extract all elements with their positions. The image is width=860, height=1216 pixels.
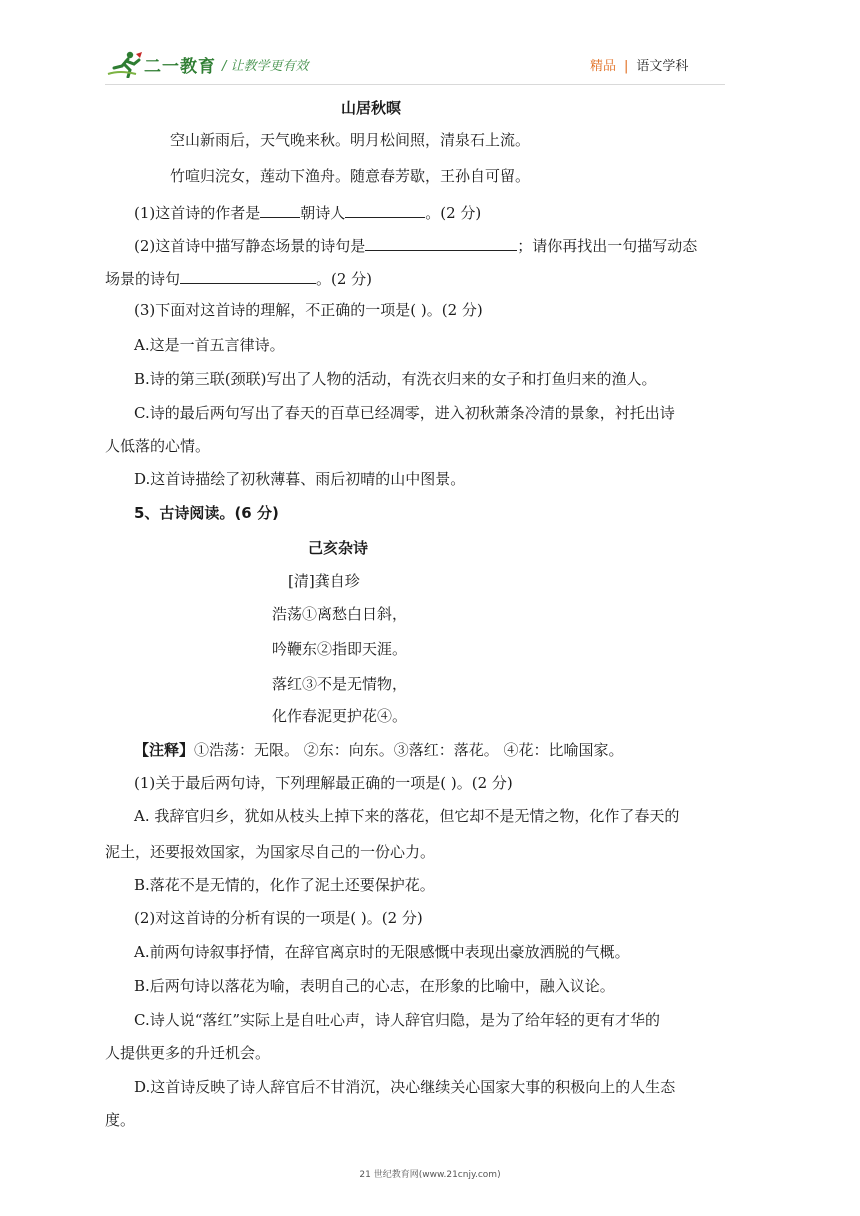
q1-option-c-line2: 人低落的心情。 <box>105 437 211 455</box>
q1-option-a: A.这是一首五言律诗。 <box>134 336 285 354</box>
page-header <box>0 0 860 90</box>
s5-q2-option-d-line2: 度。 <box>105 1111 136 1129</box>
q1-part2-text-c: 场景的诗句 <box>105 270 181 288</box>
poem1-line1: 空山新雨后，天气晚来秋。明月松间照，清泉石上流。 <box>170 131 531 149</box>
q1-part2-text-d: 。(2 分) <box>316 270 373 288</box>
header-separator: | <box>624 59 629 74</box>
s5-q2-option-b: B.后两句诗以落花为喻，表明自己的心志，在形象的比喻中，融入议论。 <box>134 977 615 995</box>
s5-q1-option-a-line2: 泥土，还要报效国家，为国家尽自己的一份心力。 <box>105 843 436 861</box>
logo-text: 二一教育 <box>144 57 216 77</box>
q1-option-d: D.这首诗描绘了初秋薄暮、雨后初晴的山中图景。 <box>134 470 466 488</box>
header-divider <box>105 84 725 85</box>
poem2-author: [清]龚自珍 <box>288 572 360 590</box>
q1-part1-text-c: 。(2 分) <box>425 204 482 222</box>
q1-part2-text-a: (2)这首诗中描写静态场景的诗句是 <box>134 237 366 255</box>
poem2-line-3: 落红③不是无情物， <box>272 675 408 693</box>
q1-part2-text-b: ；请你再找出一句描写动态 <box>517 237 698 255</box>
q1-part1-text-a: (1)这首诗的作者是 <box>134 204 261 222</box>
q1-part2-cont <box>105 267 372 289</box>
notes-text: ①浩荡：无限。 ②东：向东。③落红：落花。 ④花：比喻国家。 <box>194 741 624 759</box>
poem1-title: 山居秋暝 <box>341 99 402 117</box>
s5-q2-option-d-line1: D.这首诗反映了诗人辞官后不甘消沉，决心继续关心国家大事的积极向上的人生态 <box>134 1078 676 1096</box>
s5-q1-option-a-line1: A. 我辞官归乡，犹如从枝头上掉下来的落花，但它却不是无情之物，化作了春天的 <box>134 807 680 825</box>
poem2-notes <box>134 740 624 760</box>
logo-slogan: / 让教学更有效 <box>222 59 309 74</box>
section5-heading: 5、古诗阅读。(6 分) <box>134 504 279 522</box>
poem2-line-1: 浩荡①离愁白日斜， <box>272 605 408 623</box>
poem2-line-2: 吟鞭东②指即天涯。 <box>272 640 408 658</box>
q1-dynasty-blank[interactable] <box>260 201 300 218</box>
page-footer: 21 世纪教育网(www.21cnjy.com) <box>359 1170 501 1180</box>
header-jingpin: 精品 <box>590 59 617 74</box>
header-subject: 语文学科 <box>636 59 689 74</box>
q1-part2 <box>134 234 697 256</box>
s5-q2-option-c-line1: C.诗人说“落红”实际上是自吐心声，诗人辞官归隐，是为了给年轻的更有才华的 <box>134 1011 661 1029</box>
q1-option-c-line1: C.诗的最后两句写出了春天的百草已经凋零，进入初秋萧条冷清的景象，衬托出诗 <box>134 404 675 422</box>
q1-poet-blank[interactable] <box>345 201 425 218</box>
s5-q1: (1)关于最后两句诗，下列理解最正确的一项是( )。(2 分) <box>134 774 513 792</box>
notes-label: 【注释】 <box>134 741 195 759</box>
q1-part1 <box>134 201 481 223</box>
s5-q1-option-b: B.落花不是无情的，化作了泥土还要保护花。 <box>134 876 435 894</box>
q1-static-blank[interactable] <box>365 234 517 251</box>
runner-logo-icon <box>106 50 146 78</box>
header-right <box>590 55 688 74</box>
q1-option-b: B.诗的第三联(颈联)写出了人物的活动，有洗衣归来的女子和打鱼归来的渔人。 <box>134 370 657 388</box>
q1-dynamic-blank[interactable] <box>180 267 316 284</box>
s5-q2: (2)对这首诗的分析有误的一项是( )。(2 分) <box>134 909 423 927</box>
poem2-title: 己亥杂诗 <box>308 539 369 557</box>
poem2-line-4: 化作春泥更护花④。 <box>272 707 408 725</box>
poem1-line2: 竹喧归浣女，莲动下渔舟。随意春芳歇，王孙自可留。 <box>170 167 531 185</box>
s5-q2-option-a: A.前两句诗叙事抒情，在辞官离京时的无限感慨中表现出豪放洒脱的气概。 <box>134 943 630 961</box>
q1-part1-text-b: 朝诗人 <box>300 204 346 222</box>
q1-part3: (3)下面对这首诗的理解，不正确的一项是( )。(2 分) <box>134 301 483 319</box>
s5-q2-option-c-line2: 人提供更多的升迁机会。 <box>105 1044 271 1062</box>
